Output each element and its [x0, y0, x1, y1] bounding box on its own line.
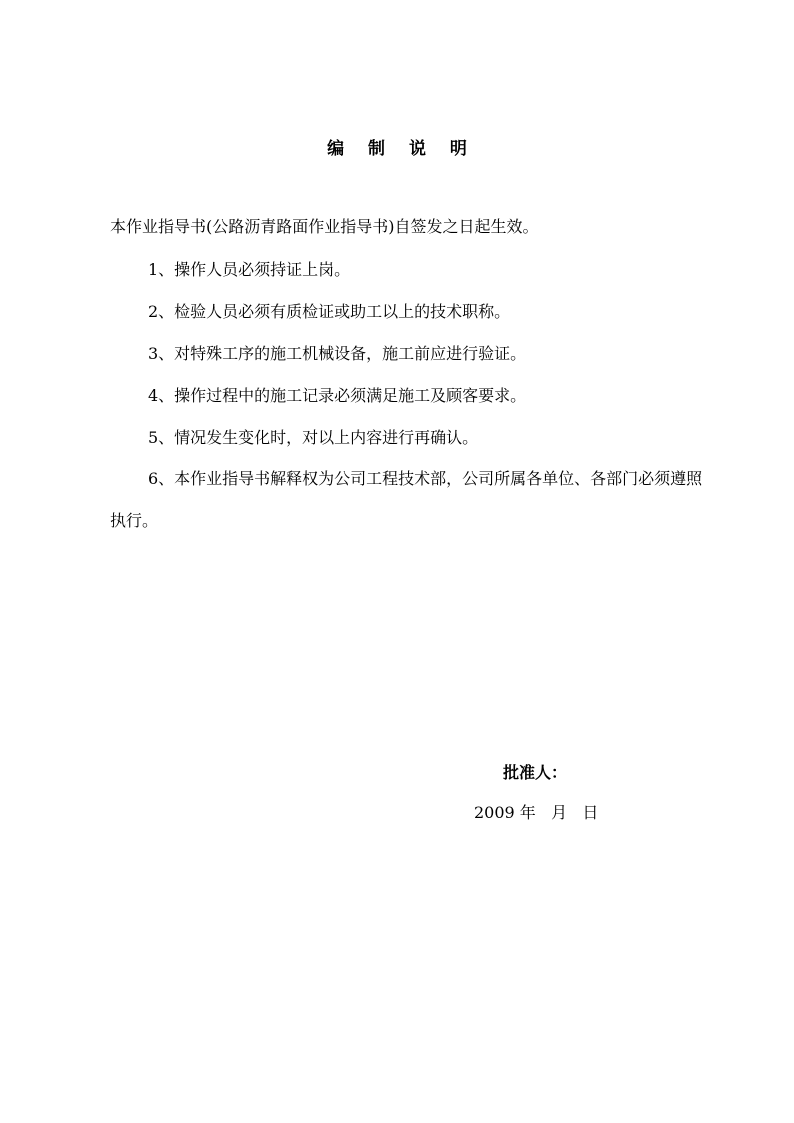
- page-title: 编 制 说 明: [327, 139, 476, 159]
- intro-paragraph: 本作业指导书(公路沥青路面作业指导书)自签发之日起生效。: [110, 217, 539, 236]
- instruction-item-5: 5、情况发生变化时，对以上内容进行再确认。: [148, 428, 479, 447]
- instruction-item-3: 3、对特殊工序的施工机械设备，施工前应进行验证。: [148, 344, 527, 363]
- instruction-item-4: 4、操作过程中的施工记录必须满足施工及顾客要求。: [148, 386, 527, 405]
- instruction-item-1: 1、操作人员必须持证上岗。: [148, 260, 351, 279]
- approver-label: 批准人：: [503, 763, 568, 782]
- instruction-item-2: 2、检验人员必须有质检证或助工以上的技术职称。: [148, 302, 511, 321]
- instruction-item-6: 6、本作业指导书解释权为公司工程技术部，公司所属各单位、各部门必须遵照执行。: [110, 469, 703, 530]
- date-line: 2009 年 月 日: [474, 803, 599, 822]
